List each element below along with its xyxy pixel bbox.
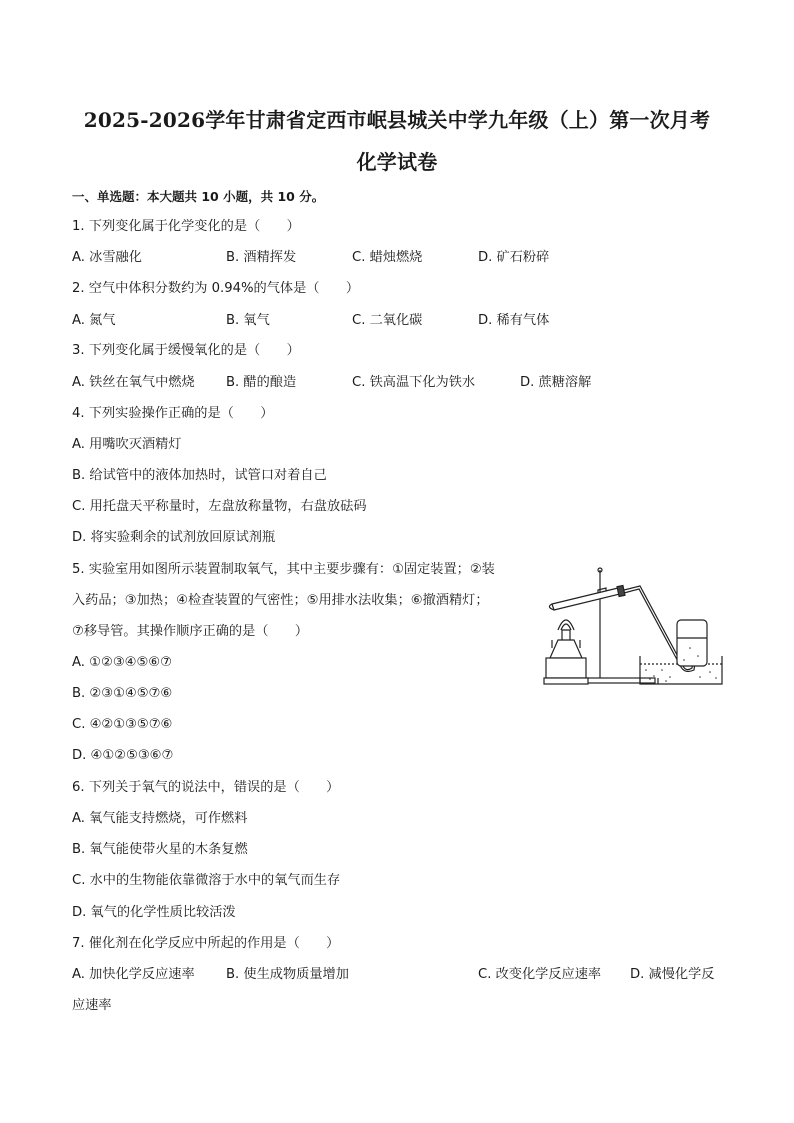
q7-option-c: C. 改变化学反应速率 [478,967,602,982]
question-1-stem: 1. 下列变化属于化学变化的是（ ） [72,219,300,234]
q4-option-a: A. 用嘴吹灭酒精灯 [72,437,182,452]
q7-option-a: A. 加快化学反应速率 [72,967,195,982]
q6-option-c: C. 水中的生物能依靠微溶于水中的氧气而生存 [72,873,341,888]
exam-title: 2025-2026学年甘肃省定西市岷县城关中学九年级（上）第一次月考 [83,108,711,132]
q3-option-c: C. 铁高温下化为铁水 [352,375,476,390]
q6-option-b: B. 氧气能使带火星的木条复燃 [72,842,248,857]
q6-option-d: D. 氧气的化学性质比较活泼 [72,905,236,920]
q7-option-d: D. 减慢化学反 [630,967,715,982]
q1-option-c: C. 蜡烛燃烧 [352,250,423,265]
exam-subject-title: 化学试卷 [356,150,438,174]
q5-option-c: C. ④②①③⑤⑦⑥ [72,717,173,732]
question-5-stem-line2: 入药品；③加热；④检查装置的气密性；⑤用排水法收集；⑥撤酒精灯； [72,593,489,608]
q7-option-d-wrap: 应速率 [72,998,112,1013]
question-5-stem-line3: ⑦移导管。其操作顺序正确的是（ ） [72,624,309,639]
q3-option-d: D. 蔗糖溶解 [520,375,592,390]
q1-option-d: D. 矿石粉碎 [478,250,550,265]
q1-option-a: A. 冰雪融化 [72,250,142,265]
q4-option-c: C. 用托盘天平称量时，左盘放称量物，右盘放砝码 [72,499,367,514]
question-3-stem: 3. 下列变化属于缓慢氧化的是（ ） [72,343,300,358]
q5-option-a: A. ①②③④⑤⑥⑦ [72,655,172,670]
question-6-stem: 6. 下列关于氧气的说法中，错误的是（ ） [72,780,340,795]
q6-option-a: A. 氧气能支持燃烧，可作燃料 [72,811,248,826]
question-7-stem: 7. 催化剂在化学反应中所起的作用是（ ） [72,936,340,951]
oxygen-apparatus-figure [540,560,725,690]
q3-option-a: A. 铁丝在氧气中燃烧 [72,375,195,390]
q2-option-a: A. 氮气 [72,313,116,328]
q4-option-d: D. 将实验剩余的试剂放回原试剂瓶 [72,530,276,545]
q3-option-b: B. 醋的酿造 [226,375,297,390]
question-4-stem: 4. 下列实验操作正确的是（ ） [72,406,274,421]
q4-option-b: B. 给试管中的液体加热时，试管口对着自己 [72,468,327,483]
q2-option-b: B. 氧气 [226,313,270,328]
q5-option-b: B. ②③①④⑤⑦⑥ [72,686,173,701]
q5-option-d: D. ④①②⑤③⑥⑦ [72,748,174,763]
question-2-stem: 2. 空气中体积分数约为 0.94%的气体是（ ） [72,281,360,296]
q1-option-b: B. 酒精挥发 [226,250,297,265]
q7-option-b: B. 使生成物质量增加 [226,967,349,982]
section-heading: 一、单选题：本大题共 10 小题，共 10 分。 [72,189,325,204]
q2-option-d: D. 稀有气体 [478,313,550,328]
question-5-stem-line1: 5. 实验室用如图所示装置制取氧气，其中主要步骤有：①固定装置；②装 [72,562,495,577]
q2-option-c: C. 二氧化碳 [352,313,423,328]
